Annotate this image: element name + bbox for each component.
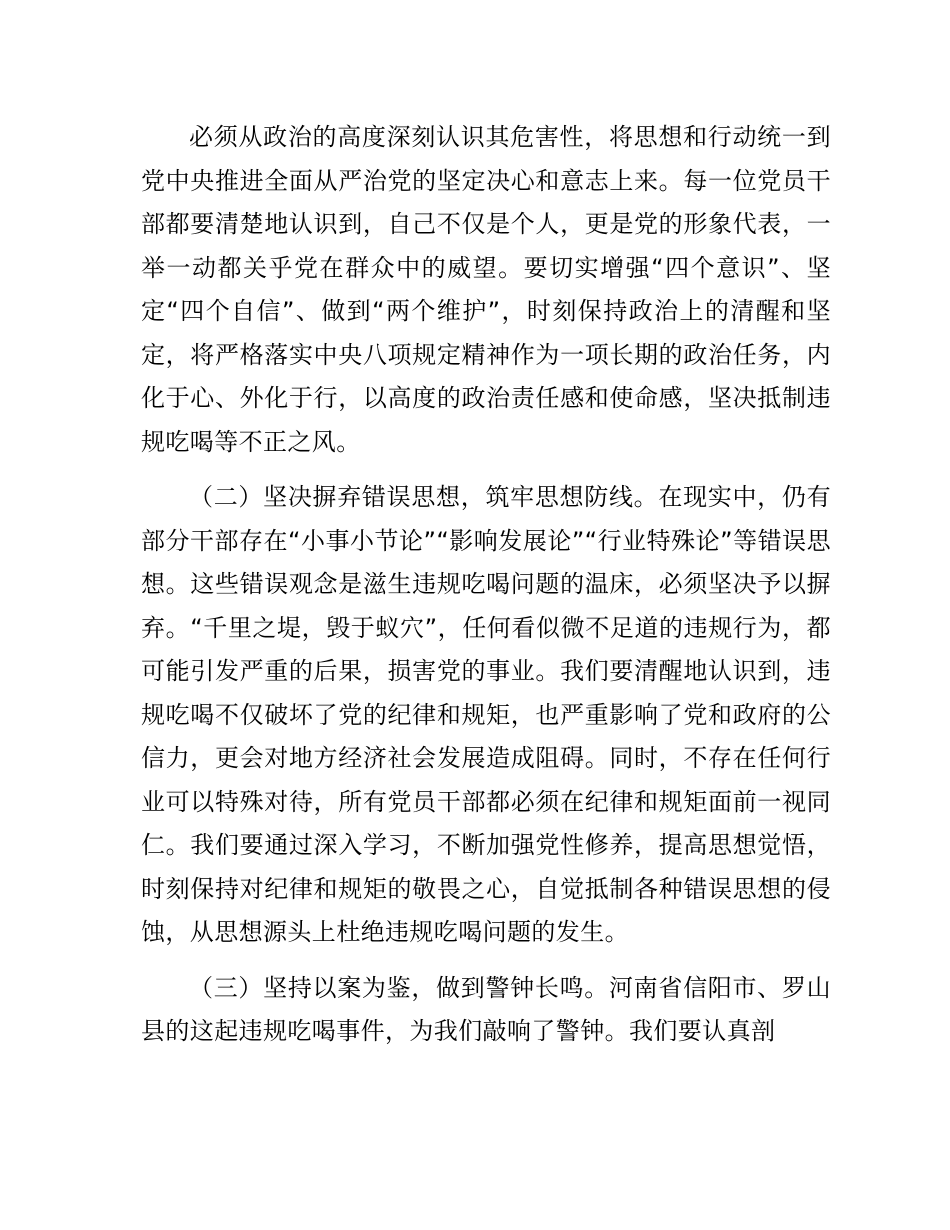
paragraph-abandon-wrong-thinking: （二）坚决摒弃错误思想，筑牢思想防线。在现实中，仍有部分干部存在“小事小节论”“影响发展论”“行业特殊论”等错误思想。这些错误观念是滋生违规吃喝问题的温床，必须坚决予以摒弃。“千里之堤，毁于蚁穴”，任何看似微不足道的违规行为，都可能引发严重的后果，损害党的事业。我们要清醒地认识到，违规吃喝不仅破坏了党的纪律和规矩，也严重影响了党和政府的公信力，更会对地方经济社会发展造成阻碍。同时，不存在任何行业可以特殊对待，所有党员干部都必须在纪律和规矩面前一视同仁。我们要通过深入学习，不断加强党性修养，提高思想觉悟，时刻保持对纪律和规矩的敬畏之心，自觉抵制各种错误思想的侵蚀，从思想源头上杜绝违规吃喝问题的发生。 xyxy=(141,483,831,946)
paragraph-learn-from-cases: （三）坚持以案为鉴，做到警钟长鸣。河南省信阳市、罗山县的这起违规吃喝事件，为我们敲响了警钟。我们要认真剖 xyxy=(141,973,831,1045)
document-page xyxy=(141,116,831,1066)
paragraph-political-awareness: 必须从政治的高度深刻认识其危害性，将思想和行动统一到党中央推进全面从严治党的坚定决心和意志上来。每一位党员干部都要清楚地认识到，自己不仅是个人，更是党的形象代表，一举一动都关乎党在群众中的威望。要切实增强“四个意识”、坚定“四个自信”、做到“两个维护”，时刻保持政治上的清醒和坚定，将严格落实中央八项规定精神作为一项长期的政治任务，内化于心、外化于行，以高度的政治责任感和使命感，坚决抵制违规吃喝等不正之风。 xyxy=(141,123,831,456)
